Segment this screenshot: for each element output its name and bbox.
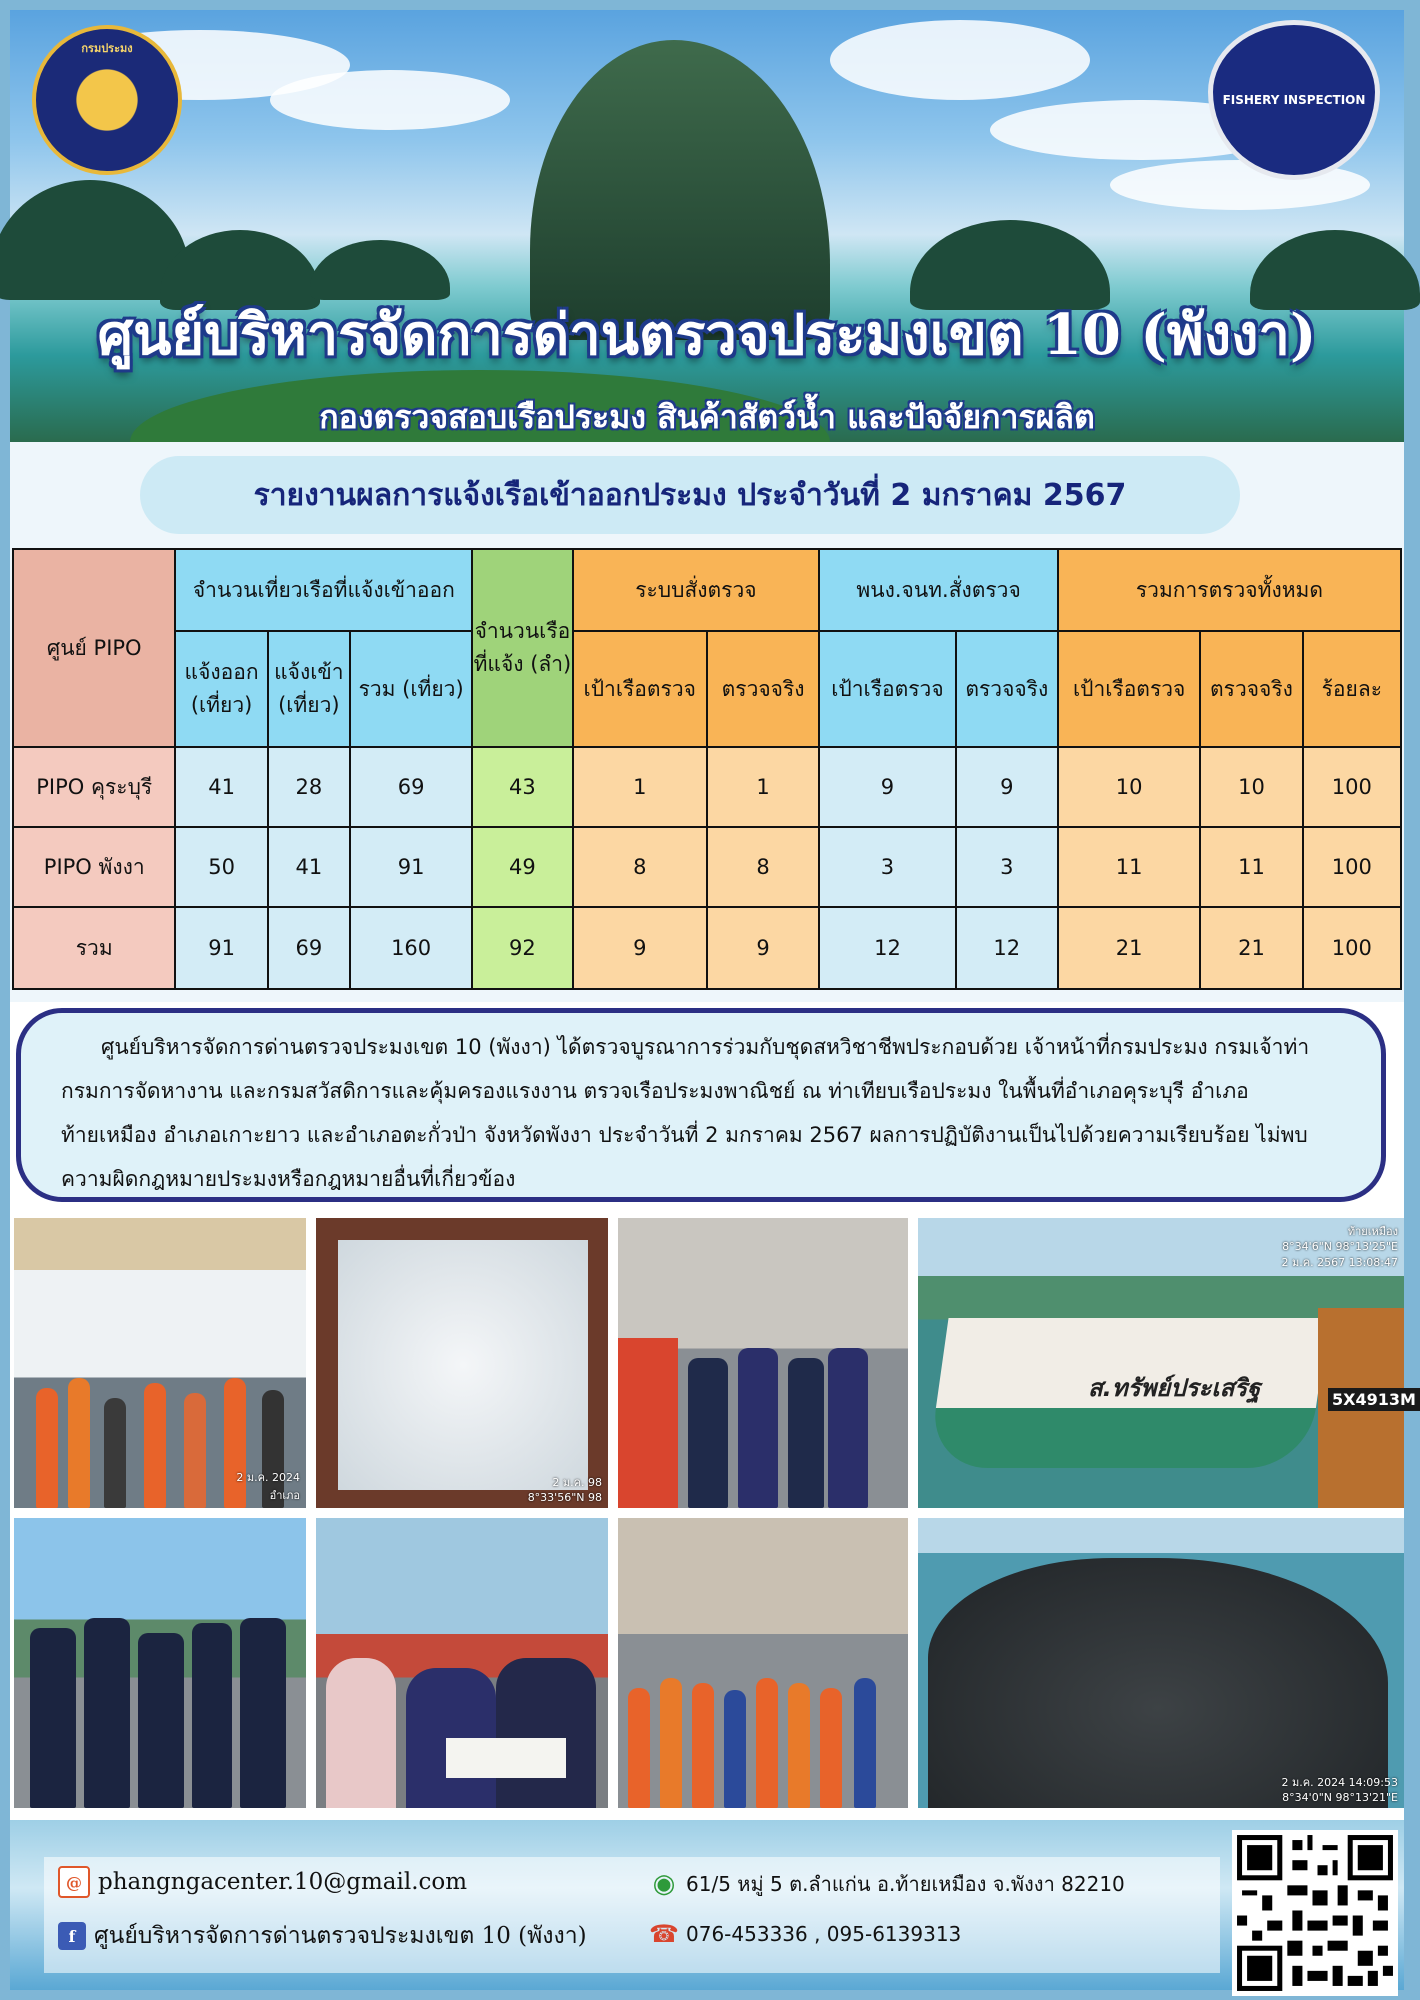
cell-out: 41 xyxy=(175,747,267,827)
header-system-group: ระบบสั่งตรวจ xyxy=(573,549,820,631)
header-total: รวม (เที่ยว) xyxy=(350,631,472,747)
cell-center: PIPO พังงา xyxy=(13,827,175,907)
report-heading: รายงานผลการแจ้งเรือเข้าออกประมง ประจำวันที่ 2 มกราคม 2567 xyxy=(140,456,1240,534)
cell-off-actual: 12 xyxy=(956,907,1058,989)
cell-out: 91 xyxy=(175,907,267,989)
boat-registration: 5X4913M xyxy=(1328,1388,1420,1411)
header-sys-actual: ตรวจจริง xyxy=(707,631,819,747)
email-row xyxy=(58,1866,467,1898)
page-subtitle: กองตรวจสอบเรือประมง สินค้าสัตว์น้ำ และปัจจัยการผลิต xyxy=(319,398,1095,436)
phone-text[interactable]: 076-453336 , 095-6139313 xyxy=(686,1922,962,1946)
address-text: 61/5 หมู่ 5 ต.ลำแก่น อ.ท้ายเหมือง จ.พังงา 82210 xyxy=(686,1872,1125,1896)
header-all-group: รวมการตรวจทั้งหมด xyxy=(1058,549,1401,631)
table-row xyxy=(13,747,1401,827)
cell-all-actual: 10 xyxy=(1200,747,1302,827)
cell-percent: 100 xyxy=(1303,907,1401,989)
photo-fishing-net xyxy=(918,1518,1404,1808)
cell-off-target: 9 xyxy=(819,747,955,827)
facebook-icon: f xyxy=(58,1922,86,1950)
cell-all-target: 11 xyxy=(1058,827,1200,907)
facebook-row xyxy=(58,1918,587,1954)
photo-fishing-boat xyxy=(918,1218,1416,1508)
cell-sys-target: 9 xyxy=(573,907,707,989)
description-box: ศูนย์บริหารจัดการด่านตรวจประมงเขต 10 (พังงา) ได้ตรวจบูรณาการร่วมกับชุดสหวิชาชีพประกอบด้วย เจ้าหน้าที่กรมประมง กรมเจ้าท่า กรมการจัดหางาน และกรมสวัสดิการและคุ้มครองแรงงาน ตรวจเรือประมงพาณิชย์ ณ ท่าเทียบเรือประมง ในพื้นที่อำเภอคุระบุรี อำเภอท้ายเหมือง อำเภอเกาะยาว และอำเภอตะกั่วป่า จังหวัดพังงา ประจำวันที่ 2 มกราคม 2567 ผลการปฏิบัติงานเป็นไปด้วยความเรียบร้อย ไม่พบความผิดกฎหมายประมงหรือกฎหมายอื่นที่เกี่ยวข้อง xyxy=(16,1008,1386,1202)
cell-off-actual: 3 xyxy=(956,827,1058,907)
cell-off-target: 12 xyxy=(819,907,955,989)
photo-officers-group xyxy=(14,1518,306,1808)
photo-stamp: 2 ม.ค. 98 8°33'56"N 98 xyxy=(527,1476,602,1504)
cell-all-target: 21 xyxy=(1058,907,1200,989)
poster xyxy=(10,10,1416,1990)
qr-code[interactable] xyxy=(1232,1830,1398,1996)
header-trips-group: จำนวนเที่ยวเรือที่แจ้งเข้าออก xyxy=(175,549,472,631)
cell-center: รวม xyxy=(13,907,175,989)
cell-percent: 100 xyxy=(1303,747,1401,827)
table-total-row xyxy=(13,907,1401,989)
cell-in: 41 xyxy=(268,827,350,907)
photo-fish-ice xyxy=(316,1218,608,1508)
photo-stamp: ท้ายเหมือง 8°34'6"N 98°13'25"E 2 ม.ค. 2567 13:08:47 xyxy=(1281,1225,1398,1269)
stats-table xyxy=(12,548,1402,990)
facebook-text[interactable]: ศูนย์บริหารจัดการด่านตรวจประมงเขต 10 (พังงา) xyxy=(94,1923,587,1949)
cell-boats: 92 xyxy=(472,907,572,989)
header-boats: จำนวนเรือที่แจ้ง (ลำ) xyxy=(472,549,572,747)
cell-boats: 43 xyxy=(472,747,572,827)
phone-icon: ☎ xyxy=(649,1920,679,1948)
cell-all-actual: 11 xyxy=(1200,827,1302,907)
cell-sys-target: 8 xyxy=(573,827,707,907)
photo-crew-lifejackets xyxy=(618,1518,908,1808)
cell-sys-target: 1 xyxy=(573,747,707,827)
cell-total: 69 xyxy=(350,747,472,827)
header-all-target: เป้าเรือตรวจ xyxy=(1058,631,1200,747)
cell-percent: 100 xyxy=(1303,827,1401,907)
header-center: ศูนย์ PIPO xyxy=(13,549,175,747)
cell-all-actual: 21 xyxy=(1200,907,1302,989)
photo-team-harbour xyxy=(14,1218,306,1508)
email-text[interactable]: phangngacenter.10@gmail.com xyxy=(98,1869,468,1895)
header-banner xyxy=(10,10,1404,442)
photo-stamp: 2 ม.ค. 2024 อำเภอ xyxy=(236,1471,300,1502)
address-row xyxy=(650,1868,1125,1900)
cell-off-target: 3 xyxy=(819,827,955,907)
cell-in: 28 xyxy=(268,747,350,827)
department-logo-left: กรมประมง xyxy=(32,25,182,175)
photo-stamp: 2 ม.ค. 2024 14:09:53 8°34'0"N 98°13'21"E xyxy=(1281,1776,1398,1804)
location-pin-icon: ◉ xyxy=(652,1869,676,1899)
header-off-actual: ตรวจจริง xyxy=(956,631,1058,747)
qr-code-graphic xyxy=(1232,1830,1398,1996)
email-icon: @ xyxy=(58,1866,90,1898)
header-out: แจ้งออก (เที่ยว) xyxy=(175,631,267,747)
page-title: ศูนย์บริหารจัดการด่านตรวจประมงเขต 10 (พังงา) xyxy=(97,302,1317,368)
header-officer-group: พนง.จนท.สั่งตรวจ xyxy=(819,549,1058,631)
header-percent: ร้อยละ xyxy=(1303,631,1401,747)
cell-boats: 49 xyxy=(472,827,572,907)
photo-grid xyxy=(10,1218,1416,1804)
cell-out: 50 xyxy=(175,827,267,907)
cell-center: PIPO คุระบุรี xyxy=(13,747,175,827)
header-sys-target: เป้าเรือตรวจ xyxy=(573,631,707,747)
cell-off-actual: 9 xyxy=(956,747,1058,827)
fishery-inspection-logo: FISHERY INSPECTION xyxy=(1208,20,1380,180)
cell-in: 69 xyxy=(268,907,350,989)
cell-total: 91 xyxy=(350,827,472,907)
header-off-target: เป้าเรือตรวจ xyxy=(819,631,955,747)
boat-name: ส.ทรัพย์ประเสริฐ xyxy=(1088,1374,1261,1402)
cell-total: 160 xyxy=(350,907,472,989)
cell-sys-actual: 9 xyxy=(707,907,819,989)
header-all-actual: ตรวจจริง xyxy=(1200,631,1302,747)
header-in: แจ้งเข้า (เที่ยว) xyxy=(268,631,350,747)
photo-document-check xyxy=(618,1218,908,1508)
table-row xyxy=(13,827,1401,907)
phone-row xyxy=(650,1920,961,1948)
photo-signing-documents xyxy=(316,1518,608,1808)
cell-all-target: 10 xyxy=(1058,747,1200,827)
cell-sys-actual: 8 xyxy=(707,827,819,907)
cell-sys-actual: 1 xyxy=(707,747,819,827)
